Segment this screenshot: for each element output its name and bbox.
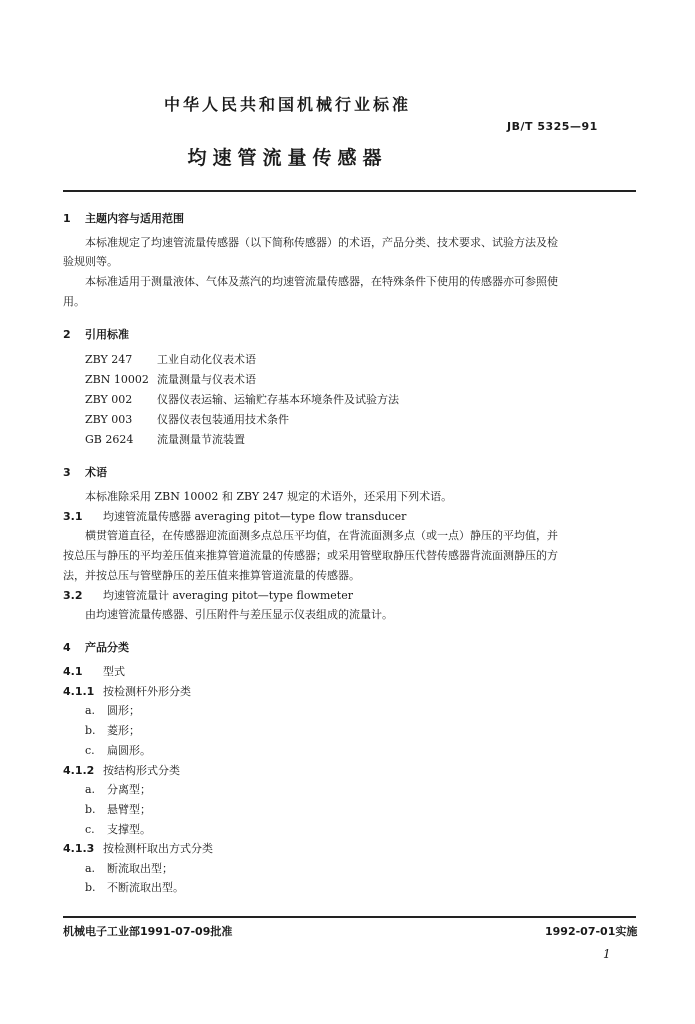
reference-title: 仪器仪表运输、运输贮存基本环境条件及试验方法 [157, 393, 399, 406]
clause-title: 型式 [103, 665, 125, 678]
header-rule [63, 190, 636, 192]
clause-title: 按检测杆外形分类 [103, 685, 191, 698]
section-title: 引用标准 [85, 328, 129, 341]
reference-item [85, 391, 399, 407]
list-text: 支撑型。 [107, 823, 151, 836]
paragraph-line: 法，并按总压与管壁静压的差压值来推算管道流量的传感器。 [63, 569, 360, 582]
reference-code: ZBY 003 [85, 413, 133, 426]
list-item [85, 879, 184, 895]
section-title: 术语 [85, 466, 107, 479]
reference-title: 流量测量节流装置 [157, 433, 245, 446]
reference-item [85, 431, 245, 447]
effective-date: 1992-07-01实施 [545, 925, 638, 938]
paragraph-line: 验规则等。 [63, 255, 118, 268]
clause-title: 按检测杆取出方式分类 [103, 842, 213, 855]
standard-number: JB/T 5325—91 [507, 120, 598, 133]
section-number: 3 [63, 466, 71, 479]
list-item [85, 821, 151, 837]
list-item [85, 781, 151, 797]
clause-4-1-2 [63, 762, 180, 778]
reference-code: ZBY 247 [85, 353, 133, 366]
list-marker: b. [85, 724, 96, 737]
list-text: 悬臂型； [107, 803, 151, 816]
reference-code: GB 2624 [85, 433, 134, 446]
list-text: 菱形； [107, 724, 140, 737]
clause-4-1-3 [63, 840, 213, 856]
list-item [85, 722, 140, 738]
list-marker: a. [85, 704, 96, 717]
reference-item [85, 411, 289, 427]
reference-item [85, 371, 256, 387]
list-text: 分离型； [107, 783, 151, 796]
section-3-heading [63, 464, 107, 480]
section-2-heading [63, 326, 129, 342]
section-4-heading [63, 639, 129, 655]
clause-title: 按结构形式分类 [103, 764, 180, 777]
reference-item [85, 351, 256, 367]
list-marker: b. [85, 803, 96, 816]
footer-rule [63, 916, 636, 918]
list-marker: b. [85, 881, 96, 894]
list-marker: a. [85, 783, 96, 796]
reference-title: 仪器仪表包装通用技术条件 [157, 413, 289, 426]
clause-number: 4.1.3 [63, 842, 95, 855]
list-text: 扁圆形。 [107, 744, 151, 757]
clause-number: 3.1 [63, 510, 83, 523]
page-number: 1 [603, 947, 611, 961]
list-text: 不断流取出型。 [107, 881, 184, 894]
clause-number: 3.2 [63, 589, 83, 602]
term-3-2-heading [63, 587, 353, 603]
clause-number: 4.1.1 [63, 685, 95, 698]
list-marker: a. [85, 862, 96, 875]
reference-title: 流量测量与仪表术语 [157, 373, 256, 386]
reference-code: ZBN 10002 [85, 373, 149, 386]
document-title: 均速管流量传感器 [187, 147, 388, 169]
section-title: 主题内容与适用范围 [85, 212, 184, 225]
approval-date: 机械电子工业部1991-07-09批准 [63, 925, 233, 938]
list-item [85, 702, 140, 718]
clause-4-1 [63, 663, 125, 679]
list-item [85, 860, 173, 876]
section-title: 产品分类 [85, 641, 129, 654]
paragraph-line: 横贯管道直径，在传感器迎流面测多点总压平均值，在背流面测多点（或一点）静压的平均值，并 [85, 529, 558, 542]
list-item [85, 801, 151, 817]
term-title: 均速管流量计 averaging pitot—type flowmeter [103, 589, 353, 602]
clause-number: 4.1.2 [63, 764, 95, 777]
list-marker: c. [85, 744, 95, 757]
clause-number: 4.1 [63, 665, 83, 678]
paragraph-line: 由均速管流量传感器、引压附件与差压显示仪表组成的流量计。 [85, 608, 393, 621]
section-number: 2 [63, 328, 71, 341]
list-text: 断流取出型； [107, 862, 173, 875]
paragraph-line: 用。 [63, 295, 85, 308]
term-3-1-heading [63, 508, 406, 524]
paragraph-line: 按总压与静压的平均差压值来推算管道流量的传感器；或采用管壁取静压代替传感器背流面测静压的方 [63, 549, 558, 562]
list-marker: c. [85, 823, 95, 836]
reference-code: ZBY 002 [85, 393, 133, 406]
paragraph-line: 本标准规定了均速管流量传感器（以下简称传感器）的术语，产品分类、技术要求、试验方法及检 [85, 236, 558, 249]
list-text: 圆形； [107, 704, 140, 717]
section-number: 4 [63, 641, 71, 654]
issuing-authority: 中华人民共和国机械行业标准 [163, 95, 411, 114]
reference-title: 工业自动化仪表术语 [157, 353, 256, 366]
term-title: 均速管流量传感器 averaging pitot—type flow transducer [103, 510, 407, 523]
section-number: 1 [63, 212, 71, 225]
paragraph-line: 本标准除采用 ZBN 10002 和 ZBY 247 规定的术语外，还采用下列术语。 [85, 490, 453, 503]
section-1-heading [63, 210, 184, 226]
clause-4-1-1 [63, 683, 191, 699]
paragraph-line: 本标准适用于测量液体、气体及蒸汽的均速管流量传感器，在特殊条件下使用的传感器亦可参照使 [85, 275, 558, 288]
list-item [85, 742, 151, 758]
